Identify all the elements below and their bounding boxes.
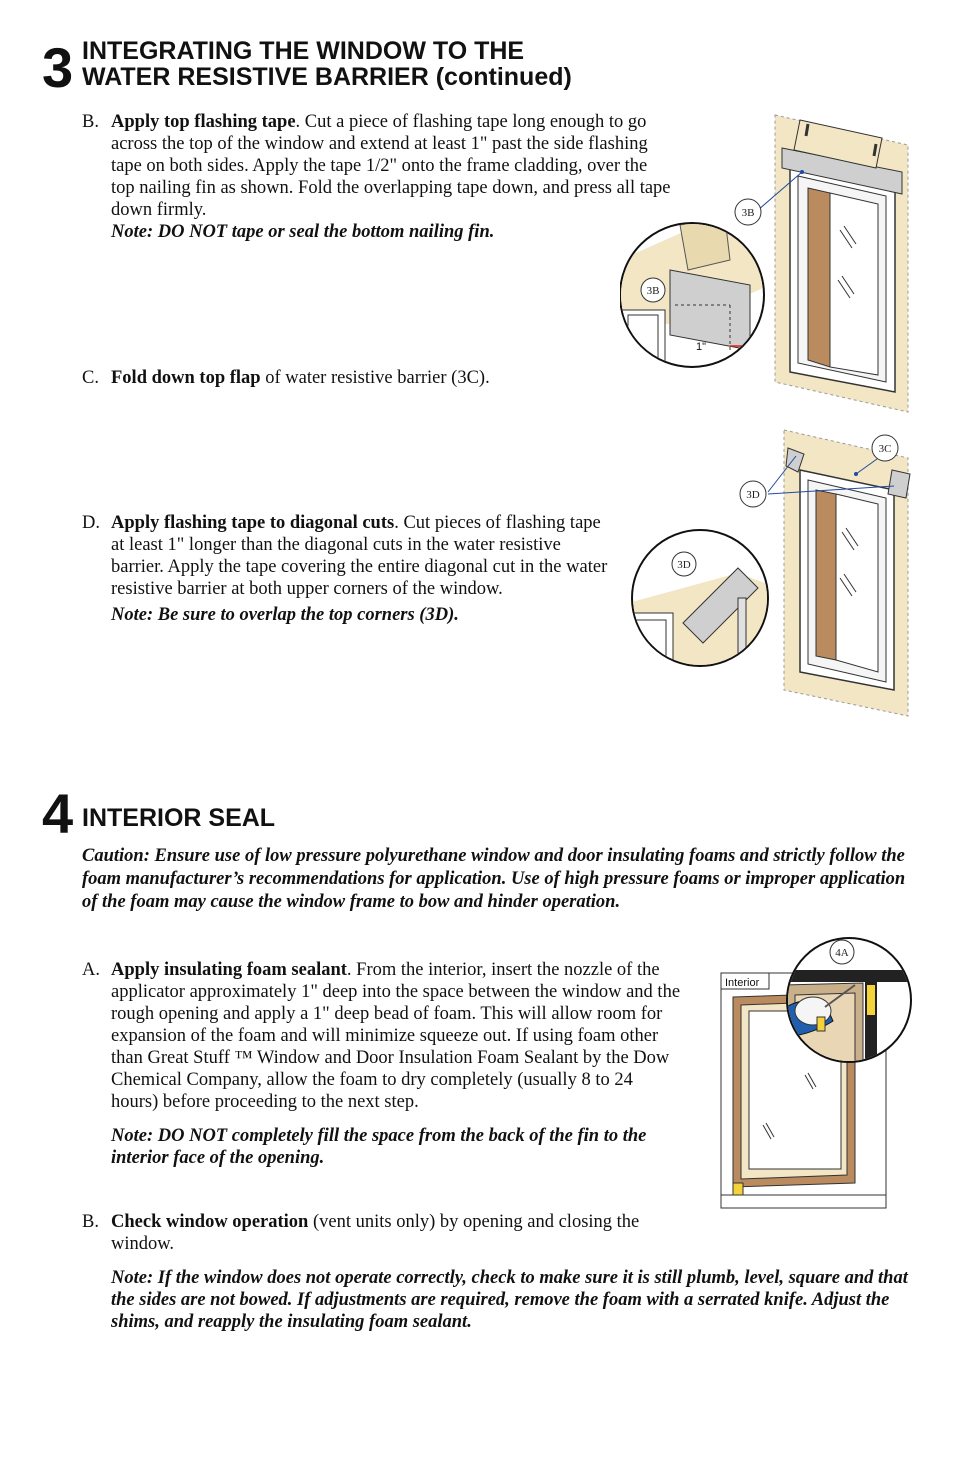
window-glass: [830, 193, 878, 375]
callout-4a-text: 4A: [835, 947, 849, 959]
callout-3c-text: 3C: [878, 443, 892, 455]
step-3-title: [82, 38, 572, 90]
callout-3d-detail-text: 3D: [677, 559, 691, 571]
step-3c-paragraph: [82, 367, 622, 389]
step-3b-note: Note: DO NOT tape or seal the bottom nailing fin.: [111, 222, 495, 242]
callout-3b-main-text: 3B: [741, 207, 755, 219]
step-3-number: 3: [42, 36, 74, 99]
step-3d-note: Note: Be sure to overlap the top corners (3D).: [111, 605, 459, 625]
step-4-title: INTERIOR SEAL: [82, 804, 276, 832]
figure-3b: [620, 110, 920, 415]
step-3d-bold: Apply flashing tape to diagonal cuts: [111, 513, 395, 533]
step-4a-label: A.: [82, 960, 100, 980]
step-4a-bold: Apply insulating foam sealant: [111, 960, 347, 980]
step-4b-label: B.: [82, 1212, 99, 1232]
figure-3c-3d: [628, 428, 918, 720]
step-3b-bold: Apply top flashing tape: [111, 112, 296, 132]
callout-3d-text: 3D: [746, 489, 760, 501]
window-wood: [816, 490, 836, 660]
window-glass-wood: [808, 188, 830, 367]
step-3d-text: . Cut pieces of flashing tape at least 1" longer than the diagonal cuts in the water resistive barrier. Apply the tape covering the entire diagonal cut in the water resistive barrier at both upper corners of the window.: [111, 513, 608, 599]
step-4a-text: . From the interior, insert the nozzle of the applicator approximately 1" deep into the space between the window and the rough opening and apply a 1" deep bead of foam. This will allow room for expansion of the foam and will minimize squeeze out. If using foam other than Great Stuff ™ Window and Door Insulation Foam Sealant by the Dow Chemical Company, allow the foam to dry completely (usually 8 to 24 hours) before proceeding to the next step.: [111, 960, 681, 1112]
step-3-title-line2: WATER RESISTIVE BARRIER (continued): [82, 63, 572, 91]
right-diagonal-tape: [888, 470, 910, 498]
dimension-1in-label: 1": [696, 341, 707, 353]
window-glass: [836, 494, 878, 672]
step-3b-text: . Cut a piece of flashing tape long enough to go across the top of the window and extend at least 1" past the side flashing tape on both sides. Apply the tape 1/2" onto the frame cladding, over the top nailing fin as shown. Fold the overlapping tape down, and press all tape down firmly.: [111, 112, 671, 220]
step-4a-note: Note: DO NOT completely fill the space from the back of the fin to the interior face of the opening.: [111, 1126, 647, 1168]
figure-4a: [715, 925, 915, 1210]
interior-label: Interior: [725, 977, 760, 989]
step-3b-label: B.: [82, 112, 99, 132]
step-3d-paragraph: [82, 512, 612, 626]
step-3c-label: C.: [82, 368, 99, 388]
step-3d-label: D.: [82, 513, 100, 533]
step-3-title-line1: INTEGRATING THE WINDOW TO THE: [82, 37, 525, 65]
step-4-number: 4: [42, 782, 74, 845]
step-3c-bold: Fold down top flap: [111, 368, 261, 388]
step-4b-bold: Check window operation: [111, 1212, 309, 1232]
step-4b-paragraph: [82, 1211, 912, 1333]
step-3b-paragraph: [82, 111, 674, 243]
step-4b-note: Note: If the window does not operate correctly, check to make sure it is still plumb, level, square and that the sides are not bowed. If adjustments are required, remove the foam with a serrated knife. Adjust the shims, and reapply the insulating foam sealant.: [111, 1268, 908, 1332]
step-4b-text: (vent units only) by opening and closing the window.: [111, 1212, 640, 1254]
step-3c-text: of water resistive barrier (3C).: [260, 368, 490, 388]
step-4a-paragraph: [82, 959, 682, 1169]
callout-3b-detail-text: 3B: [646, 285, 660, 297]
step-4-caution: Caution: Ensure use of low pressure polyurethane window and door insulating foams and strictly follow the foam manufacturer’s recommendations for application. Use of high pressure foams or improper application of the foam may cause the window frame to bow and hinder operation.: [82, 846, 906, 912]
